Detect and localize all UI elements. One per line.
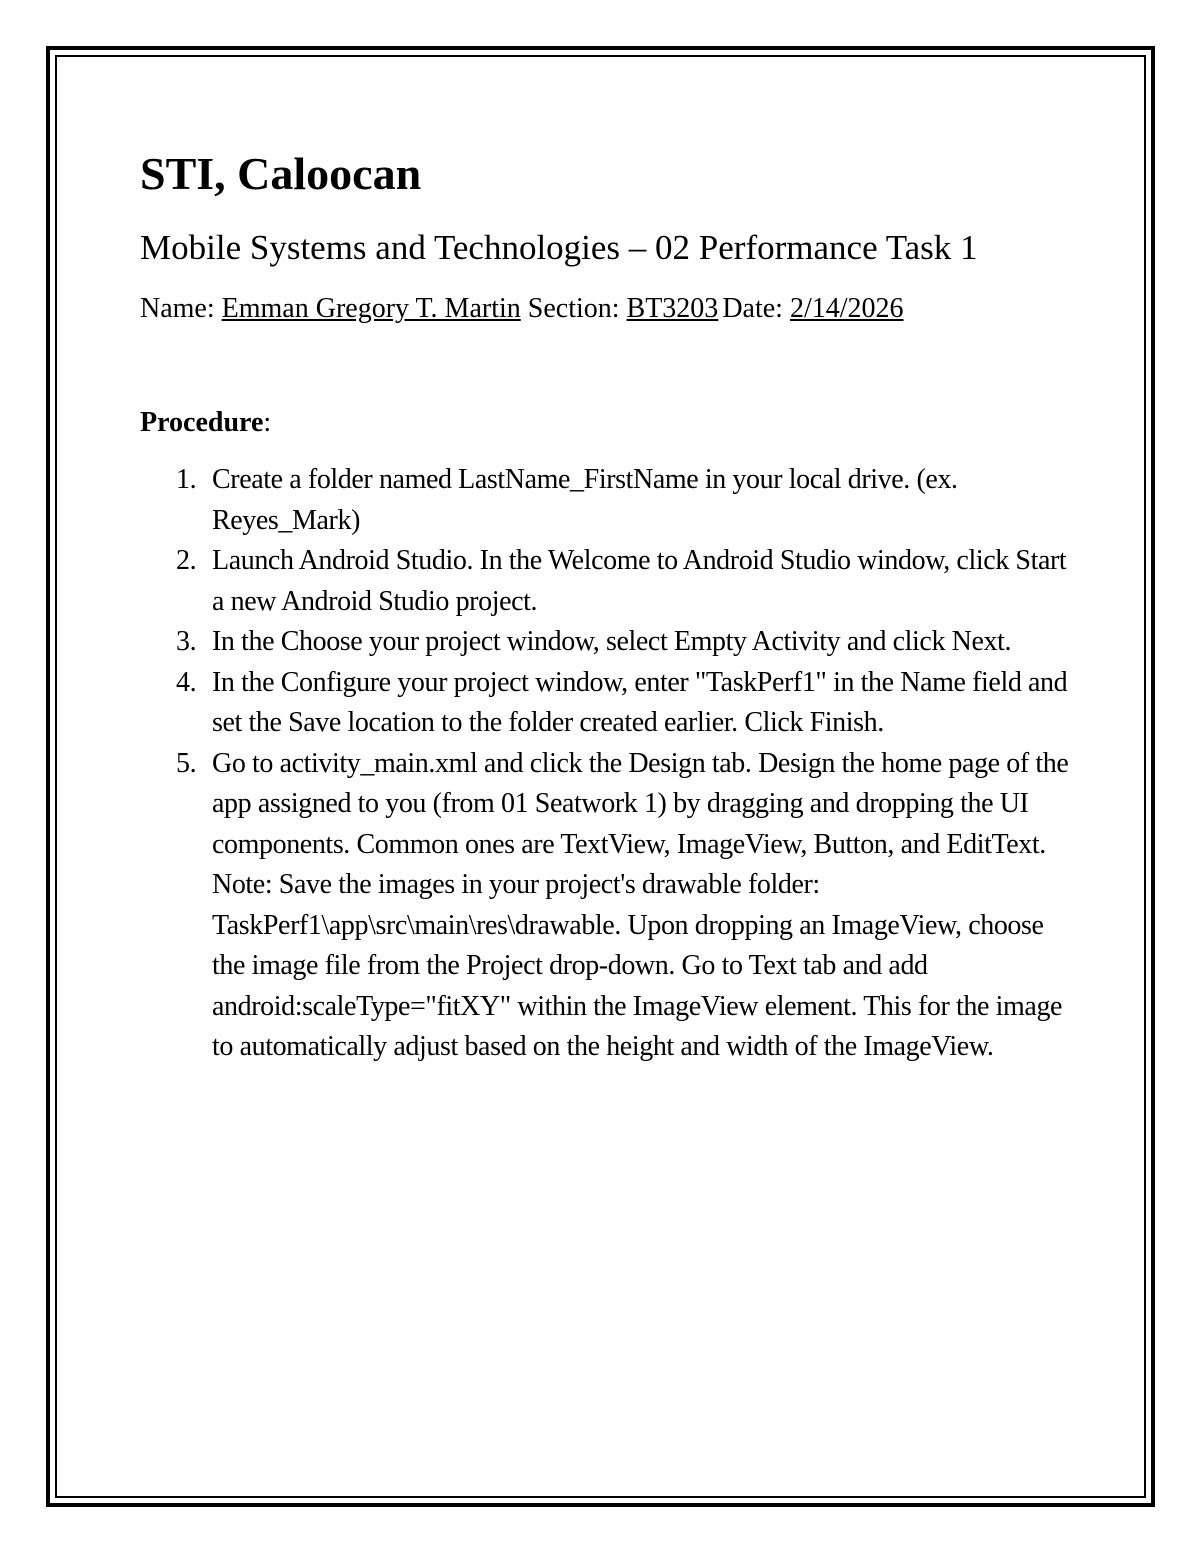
step-text: In the Configure your project window, enter "TaskPerf1" in the Name field and set the Save location to the folder created earlier. Click Finish. [212, 666, 1068, 738]
procedure-step [140, 663, 1070, 744]
name-label: Name: [140, 293, 215, 324]
step-text: Launch Android Studio. In the Welcome to Android Studio window, click Start a new Android Studio project. [212, 545, 1067, 617]
procedure-steps [140, 460, 1070, 1068]
subject-title: Mobile Systems and Technologies – 02 Performance Task 1 [140, 228, 978, 267]
step-number: 4. [176, 666, 197, 698]
step-text: Create a folder named LastName_FirstName in your local drive. (ex. Reyes_Mark) [212, 464, 958, 536]
student-info-line [140, 290, 904, 328]
step-number: 3. [176, 626, 197, 657]
name-value: Emman Gregory T. Martin [221, 293, 521, 324]
step-text: Go to activity_main.xml and click the Design tab. Design the home page of the app assigned to you (from 01 Seatwork 1) by dragging and dropping the UI components. Common ones are TextView, ImageView, Button, and EditText. Note: Save the images in your project's drawable folder: TaskPerf1\app\src\main\res\drawable. Upon dropping an ImageView, choose the image file from the Project drop-down. Go to Text tab and add android:scaleType="fitXY" within the ImageView element. This for the image to automatically adjust based on the height and width of the ImageView. [212, 747, 1069, 1062]
procedure-step [140, 622, 1070, 663]
step-number: 5. [176, 747, 197, 779]
school-title: STI, Caloocan [140, 148, 422, 199]
date-label: Date: [722, 293, 783, 324]
procedure-heading-colon: : [263, 407, 272, 438]
procedure-heading-text: Procedure [140, 407, 264, 438]
procedure-step [140, 541, 1070, 622]
step-text: In the Choose your project window, select Empty Activity and click Next. [212, 626, 1012, 657]
date-value: 2/14/2026 [789, 293, 904, 324]
procedure-step [140, 460, 1070, 541]
step-number: 1. [176, 464, 197, 495]
procedure-step [140, 744, 1070, 1068]
procedure-heading [140, 404, 271, 442]
section-label: Section: [527, 293, 620, 324]
step-number: 2. [176, 545, 197, 576]
section-value: BT3203 [626, 293, 719, 324]
